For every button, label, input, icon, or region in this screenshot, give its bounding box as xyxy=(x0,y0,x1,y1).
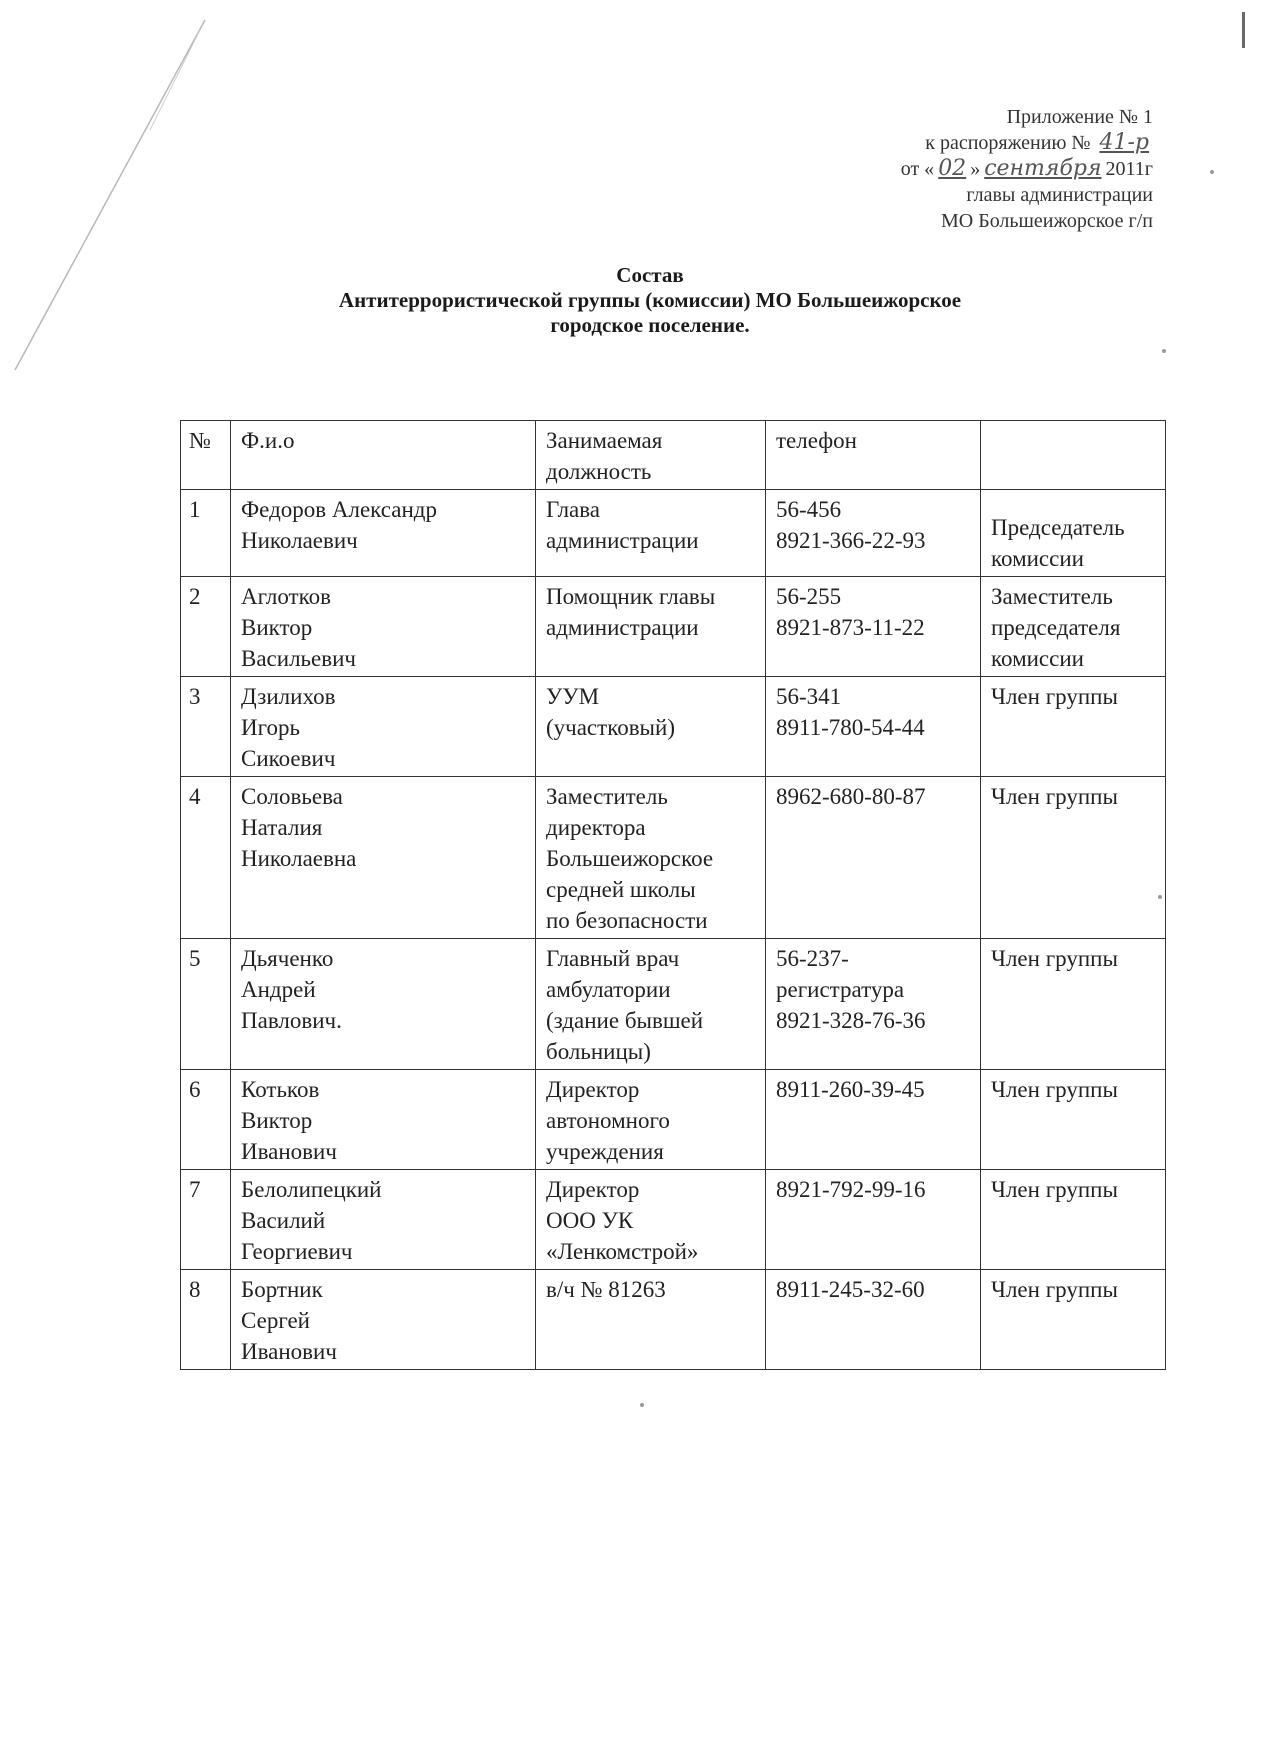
cell-num: 4 xyxy=(181,777,231,939)
cell-role-line: Член группы xyxy=(991,684,1118,709)
title-line-1: Состав xyxy=(616,263,684,287)
cell-role xyxy=(981,1070,1166,1170)
cell-name-line: Виктор xyxy=(241,615,313,640)
cell-phone xyxy=(766,677,981,777)
cell-position xyxy=(536,1070,766,1170)
cell-position-line: «Ленкомстрой» xyxy=(546,1239,699,1264)
cell-position-line: администрации xyxy=(546,528,699,553)
cell-phone-line: регистратура xyxy=(776,977,905,1002)
cell-name-line: Иванович xyxy=(241,1139,337,1164)
date-month: сентября xyxy=(984,156,1102,181)
cell-position-line: (здание бывшей xyxy=(546,1008,704,1033)
cell-position-line: Большеижорское xyxy=(546,846,714,871)
appendix-line-4: главы администрации xyxy=(966,184,1153,206)
cell-position-line: директора xyxy=(546,815,646,840)
cell-name-line: Николаевич xyxy=(241,528,358,553)
cell-name-line: Игорь xyxy=(241,715,300,740)
cell-position xyxy=(536,939,766,1070)
cell-role xyxy=(981,490,1166,577)
cell-role-line: комиссии xyxy=(991,546,1084,571)
cell-num: 6 xyxy=(181,1070,231,1170)
cell-phone-line: 8921-328-76-36 xyxy=(776,1008,926,1033)
cell-num: 5 xyxy=(181,939,231,1070)
appendix-line-3 xyxy=(901,156,1153,182)
appendix-line-2 xyxy=(901,130,1153,156)
date-day: 02 xyxy=(938,156,967,181)
cell-name-line: Белолипецкий xyxy=(241,1177,382,1202)
table-row xyxy=(181,777,1166,939)
cell-role-line: комиссии xyxy=(991,646,1084,671)
cell-name-line: Павлович. xyxy=(241,1008,342,1033)
cell-position-line: ООО УК xyxy=(546,1208,634,1233)
document-title xyxy=(240,263,1060,338)
cell-phone-line: 8921-366-22-93 xyxy=(776,528,926,553)
cell-position-line: Помощник главы xyxy=(546,584,716,609)
cell-role-line: Член группы xyxy=(991,1077,1118,1102)
cell-position xyxy=(536,577,766,677)
date-year: 2011г xyxy=(1105,158,1153,180)
cell-position xyxy=(536,490,766,577)
cell-role-line: Член группы xyxy=(991,784,1118,809)
table-row xyxy=(181,1070,1166,1170)
cell-name-line: Соловьева xyxy=(241,784,343,809)
cell-phone-line: 56-456 xyxy=(776,497,842,522)
order-number: 41-р xyxy=(1099,130,1149,155)
scan-speck xyxy=(1210,170,1214,174)
cell-position-line: администрации xyxy=(546,615,699,640)
table-row xyxy=(181,1170,1166,1270)
date-prefix: от « xyxy=(900,158,935,180)
cell-phone-line: 56-255 xyxy=(776,584,842,609)
header-name: Ф.и.о xyxy=(231,421,536,490)
cell-name xyxy=(231,1170,536,1270)
table-row xyxy=(181,577,1166,677)
cell-position xyxy=(536,777,766,939)
cell-num: 1 xyxy=(181,490,231,577)
cell-name xyxy=(231,1270,536,1370)
table-header-row xyxy=(181,421,1166,490)
cell-role-line: Член группы xyxy=(991,946,1118,971)
cell-role-line: председателя xyxy=(991,615,1121,640)
cell-phone-line: 8911-245-32-60 xyxy=(776,1277,925,1302)
cell-name xyxy=(231,939,536,1070)
table-row xyxy=(181,490,1166,577)
cell-position-line: средней школы xyxy=(546,877,696,902)
cell-role xyxy=(981,577,1166,677)
header-position-line: Занимаемая xyxy=(546,428,663,453)
cell-name-line: Дзилихов xyxy=(241,684,336,709)
scan-speck xyxy=(640,1403,644,1407)
cell-name-line: Котьков xyxy=(241,1077,320,1102)
roster-body xyxy=(181,421,1166,1370)
cell-role-line: Заместитель xyxy=(991,584,1113,609)
header-phone: телефон xyxy=(766,421,981,490)
cell-position xyxy=(536,1170,766,1270)
cell-phone xyxy=(766,777,981,939)
cell-position-line: в/ч № 81263 xyxy=(546,1277,666,1302)
cell-phone-line: 8911-780-54-44 xyxy=(776,715,925,740)
cell-name-line: Васильевич xyxy=(241,646,356,671)
cell-num: 8 xyxy=(181,1270,231,1370)
cell-name-line: Андрей xyxy=(241,977,316,1002)
cell-position-line: по безопасности xyxy=(546,908,708,933)
cell-name-line: Николаевна xyxy=(241,846,357,871)
cell-role xyxy=(981,777,1166,939)
cell-phone xyxy=(766,1070,981,1170)
cell-phone-line: 56-237- xyxy=(776,946,849,971)
cell-position-line: Директор xyxy=(546,1077,640,1102)
cell-name xyxy=(231,777,536,939)
cell-name-line: Наталия xyxy=(241,815,323,840)
cell-role-line: Член группы xyxy=(991,1177,1118,1202)
cell-num: 3 xyxy=(181,677,231,777)
title-line-2: Антитеррористической группы (комиссии) МО Большеижорское xyxy=(338,288,962,312)
cell-phone-line: 8911-260-39-45 xyxy=(776,1077,925,1102)
cell-position-line: Глава xyxy=(546,497,601,522)
cell-name xyxy=(231,1070,536,1170)
scan-speck xyxy=(1162,349,1166,353)
cell-phone-line: 8921-792-99-16 xyxy=(776,1177,926,1202)
cell-phone-line: 8921-873-11-22 xyxy=(776,615,925,640)
cell-name-line: Дьяченко xyxy=(241,946,334,971)
cell-name-line: Сергей xyxy=(241,1308,310,1333)
cell-position-line: учреждения xyxy=(546,1139,664,1164)
cell-phone xyxy=(766,1270,981,1370)
cell-role-line: Член группы xyxy=(991,1277,1118,1302)
cell-name-line: Сикоевич xyxy=(241,746,336,771)
cell-num: 2 xyxy=(181,577,231,677)
cell-name xyxy=(231,677,536,777)
header-role xyxy=(981,421,1166,490)
cell-name-line: Бортник xyxy=(241,1277,323,1302)
header-position xyxy=(536,421,766,490)
cell-position-line: Директор xyxy=(546,1177,640,1202)
cell-position-line: автономного xyxy=(546,1108,670,1133)
cell-position-line: Заместитель xyxy=(546,784,668,809)
cell-phone-line: 56-341 xyxy=(776,684,842,709)
cell-phone xyxy=(766,939,981,1070)
cell-name-line: Виктор xyxy=(241,1108,313,1133)
cell-phone xyxy=(766,1170,981,1270)
appendix-line-5: МО Большеижорское г/п xyxy=(940,210,1153,232)
cell-role xyxy=(981,1270,1166,1370)
cell-name-line: Аглотков xyxy=(241,584,331,609)
scan-corner-mark xyxy=(1242,12,1245,48)
table-row xyxy=(181,939,1166,1070)
cell-position-line: УУМ xyxy=(546,684,600,709)
cell-role-line: Председатель xyxy=(991,515,1125,540)
cell-role xyxy=(981,677,1166,777)
appendix-header xyxy=(901,104,1153,234)
cell-name xyxy=(231,577,536,677)
cell-name-line: Василий xyxy=(241,1208,326,1233)
cell-phone xyxy=(766,490,981,577)
table-row xyxy=(181,677,1166,777)
cell-name-line: Иванович xyxy=(241,1339,337,1364)
scan-streak xyxy=(0,0,240,400)
title-line-3: городское поселение. xyxy=(550,313,750,337)
cell-phone-line: 8962-680-80-87 xyxy=(776,784,926,809)
cell-position xyxy=(536,677,766,777)
cell-position xyxy=(536,1270,766,1370)
date-quote: » xyxy=(970,158,981,180)
cell-phone xyxy=(766,577,981,677)
cell-name xyxy=(231,490,536,577)
cell-name-line: Федоров Александр xyxy=(241,497,437,522)
header-position-line: должность xyxy=(546,459,652,484)
appendix-line-1: Приложение № 1 xyxy=(1006,106,1153,128)
cell-num: 7 xyxy=(181,1170,231,1270)
roster-table xyxy=(180,420,1166,1370)
cell-position-line: Главный врач xyxy=(546,946,680,971)
header-num: № xyxy=(181,421,231,490)
cell-position-line: больницы) xyxy=(546,1039,651,1064)
cell-role xyxy=(981,939,1166,1070)
order-label: к распоряжению № xyxy=(925,132,1091,154)
cell-position-line: (участковый) xyxy=(546,715,675,740)
cell-role xyxy=(981,1170,1166,1270)
cell-name-line: Георгиевич xyxy=(241,1239,353,1264)
table-row xyxy=(181,1270,1166,1370)
cell-position-line: амбулатории xyxy=(546,977,671,1002)
